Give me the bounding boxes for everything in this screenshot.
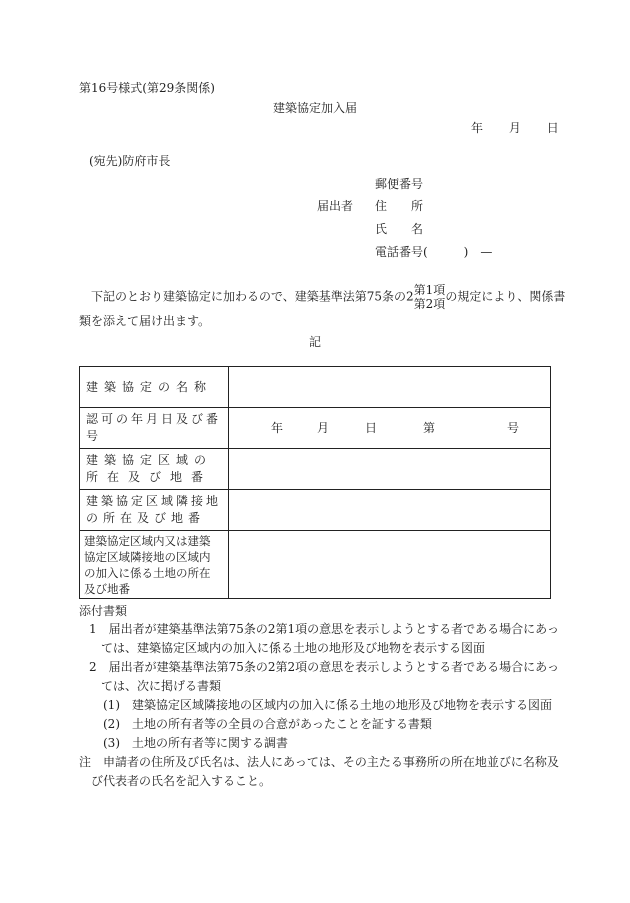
attachment-2-sub3: (3) 土地の所有者等に関する調書 xyxy=(103,736,288,750)
table-row xyxy=(80,408,551,449)
attachment-2-line2: ては、次に掲げる書類 xyxy=(101,679,222,693)
statement-part1: 下記のとおり建築協定に加わるので、建築基準法第75条の2 xyxy=(91,289,414,304)
table-row xyxy=(80,531,551,599)
attachment-1-line2: ては、建築協定区域内の加入に係る土地の地形及び地物を表示する図面 xyxy=(101,641,486,655)
agreement-table xyxy=(79,366,551,599)
table-row xyxy=(80,490,551,531)
addressee: (宛先)防府市長 xyxy=(89,154,171,168)
option-paragraph-1: 第1項 xyxy=(413,283,446,297)
postal-code-label: 郵便番号 xyxy=(375,177,424,191)
name-label: 氏 名 xyxy=(375,222,424,236)
area-location-label-2: 所在及び地番 xyxy=(86,470,213,484)
attachment-1-line1: 1 届出者が建築基準法第75条の2第1項の意思を表示しようとする者である場合にあっ xyxy=(89,622,560,636)
area-location-label-1: 建築協定区域の xyxy=(86,453,213,467)
attachment-2-sub1: (1) 建築協定区域隣接地の区域内の加入に係る土地の地形及び地物を表示する図面 xyxy=(103,698,553,712)
attachment-2-sub2: (2) 土地の所有者等の全員の合意があったことを証する書類 xyxy=(103,717,432,731)
area-location-label xyxy=(80,449,229,490)
note-line1: 注 申請者の住所及び氏名は、法人にあっては、その主たる事務所の所在地並びに名称及 xyxy=(79,755,559,769)
approval-dai: 第 xyxy=(423,421,436,435)
date-day: 日 xyxy=(546,121,559,135)
joining-land-label-3: の加入に係る土地の所在 xyxy=(84,565,211,580)
area-location-field[interactable] xyxy=(229,449,551,490)
applicant-label: 届出者 xyxy=(317,199,354,213)
attachment-2-line1: 2 届出者が建築基準法第75条の2第2項の意思を表示しようとする者である場合にあっ xyxy=(89,660,560,674)
ki-heading: 記 xyxy=(308,335,321,349)
statement-line1 xyxy=(91,283,566,311)
adjacent-location-label xyxy=(80,490,229,531)
joining-land-label xyxy=(80,531,229,599)
approval-label: 認可の年月日及び番号 xyxy=(80,408,229,449)
approval-field[interactable] xyxy=(229,408,551,449)
joining-land-label-1: 建築協定区域内又は建築 xyxy=(84,533,211,548)
option-paragraph-2: 第2項 xyxy=(413,297,446,311)
date-year: 年 xyxy=(471,121,484,135)
joining-land-label-2: 協定区域隣接地の区域内 xyxy=(84,549,211,564)
joining-land-field[interactable] xyxy=(229,531,551,599)
approval-month: 月 xyxy=(317,421,330,435)
article-options xyxy=(414,283,446,311)
adjacent-location-field[interactable] xyxy=(229,490,551,531)
note-line2: び代表者の氏名を記入すること。 xyxy=(91,774,272,788)
agreement-name-label: 建築協定の名称 xyxy=(80,367,229,408)
approval-go: 号 xyxy=(507,421,520,435)
date-month: 月 xyxy=(508,121,521,135)
phone-label: 電話番号( ) — xyxy=(375,245,493,259)
statement-part2: の規定により、関係書 xyxy=(445,289,566,304)
joining-land-label-4: 及び地番 xyxy=(84,581,130,596)
table-row xyxy=(80,367,551,408)
adjacent-location-label-2: の所在及び地番 xyxy=(86,511,206,525)
statement-line2: 類を添えて届け出ます。 xyxy=(79,314,211,328)
form-title: 建築協定加入届 xyxy=(272,101,357,115)
form-number: 第16号様式(第29条関係) xyxy=(79,81,215,95)
date-line xyxy=(471,120,559,136)
agreement-name-field[interactable] xyxy=(229,367,551,408)
adjacent-location-label-1: 建築協定区域隣接地 xyxy=(86,494,222,508)
attachments-heading: 添付書類 xyxy=(79,604,128,618)
approval-year: 年 xyxy=(271,421,284,435)
table-row xyxy=(80,449,551,490)
approval-day: 日 xyxy=(365,421,378,435)
address-label: 住 所 xyxy=(375,199,424,213)
